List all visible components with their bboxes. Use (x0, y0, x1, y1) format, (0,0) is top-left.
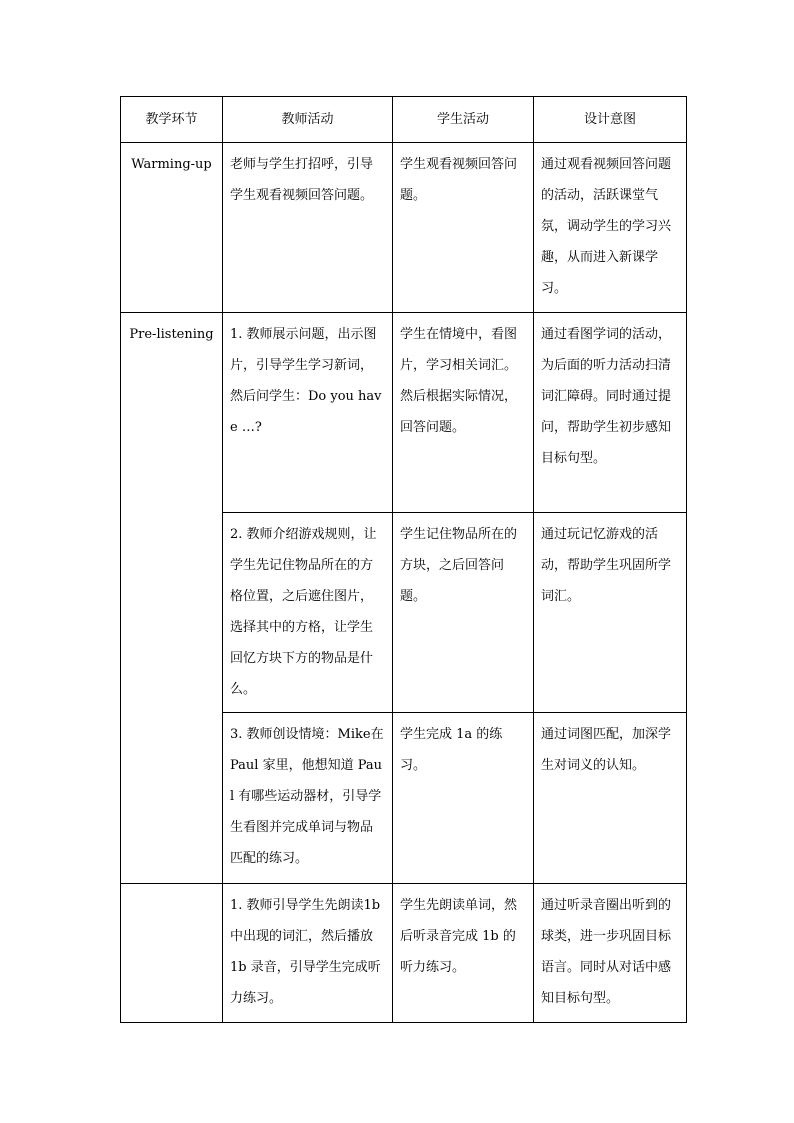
teacher-activity-cell: 2. 教师介绍游戏规则，让学生先记住物品所在的方格位置，之后遮住图片，选择其中的方格，让学生回忆方块下方的物品是什么。 (223, 513, 393, 713)
design-purpose-cell: 通过听录音圈出听到的球类，进一步巩固目标语言。同时从对话中感知目标句型。 (534, 884, 687, 1023)
table-row (121, 884, 687, 1023)
teacher-activity-cell: 1. 教师引导学生先朗读1b 中出现的词汇，然后播放 1b 录音，引导学生完成听力练习。 (223, 884, 393, 1023)
stage-cell: Pre-listening (121, 313, 223, 884)
student-activity-cell: 学生记住物品所在的方块，之后回答问题。 (393, 513, 534, 713)
header-design-purpose: 设计意图 (534, 97, 687, 143)
student-activity-cell: 学生在情境中，看图片，学习相关词汇。然后根据实际情况，回答问题。 (393, 313, 534, 513)
teacher-activity-cell: 老师与学生打招呼，引导学生观看视频回答问题。 (223, 143, 393, 313)
student-activity-cell: 学生完成 1a 的练习。 (393, 713, 534, 884)
table-row (121, 313, 687, 513)
header-teacher-activity: 教师活动 (223, 97, 393, 143)
design-purpose-cell: 通过观看视频回答问题的活动，活跃课堂气氛，调动学生的学习兴趣，从而进入新课学习。 (534, 143, 687, 313)
header-student-activity: 学生活动 (393, 97, 534, 143)
lesson-plan-table (120, 96, 687, 1023)
student-activity-cell: 学生先朗读单词，然后听录音完成 1b 的听力练习。 (393, 884, 534, 1023)
design-purpose-cell: 通过词图匹配，加深学生对词义的认知。 (534, 713, 687, 884)
stage-cell: Warming-up (121, 143, 223, 313)
teacher-activity-cell: 1. 教师展示问题，出示图片，引导学生学习新词，然后问学生：Do you have …? (223, 313, 393, 513)
design-purpose-cell: 通过玩记忆游戏的活动，帮助学生巩固所学词汇。 (534, 513, 687, 713)
table-header-row (121, 97, 687, 143)
header-stage: 教学环节 (121, 97, 223, 143)
design-purpose-cell: 通过看图学词的活动，为后面的听力活动扫清词汇障碍。同时通过提问，帮助学生初步感知目标句型。 (534, 313, 687, 513)
student-activity-cell: 学生观看视频回答问题。 (393, 143, 534, 313)
stage-cell (121, 884, 223, 1023)
table-row (121, 143, 687, 313)
teacher-activity-cell: 3. 教师创设情境：Mike在 Paul 家里，他想知道 Paul 有哪些运动器材，引导学生看图并完成单词与物品匹配的练习。 (223, 713, 393, 884)
